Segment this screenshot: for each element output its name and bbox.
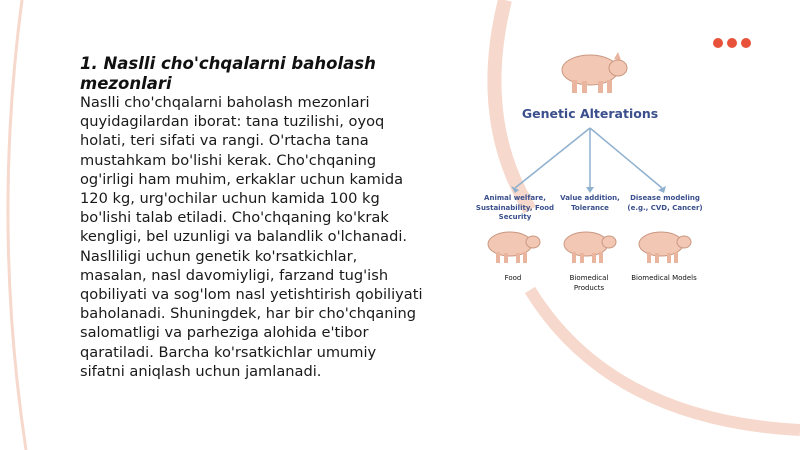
dot-3 xyxy=(741,38,751,48)
outcome-label-models: Biomedical Models xyxy=(631,274,697,282)
figure-title: Genetic Alterations xyxy=(521,106,659,121)
branch-label-value-addition: Value addition, Tolerance xyxy=(560,194,620,212)
outcome-label-food: Food xyxy=(504,274,522,282)
dot-2 xyxy=(727,38,737,48)
slide-body-text: Naslli cho'chqalarni baholash mezonlari quyidagilardan iborat: tana tuzilishi, oyoq holati, teri sifati va rangi. O'rtacha tana mustahkam bo'lishi kerak. Cho'chqaning og'irligi ham muhim, erkaklar uchun kamida 120 kg, urg'ochilar uchun kamida 100 kg bo'lishi talab etiladi. Cho'chqaning ko'krak kengligi, bel uzunligi va balandlik o'lchanadi. Naslliligi uchun genetik ko'rsatkichlar, masalan, nasl davomiyligi, farzand tug'ish qobiliyati va sog'lom nasl yetishtirish qobiliyati baholanadi. Shuningdek, har bir cho'chqaning salomatligi va parheziga alohida e'tibor qaratiladi. Barcha ko'rsatkichlar umumiy sifatni aniqlash uchun jamlanadi. xyxy=(80,94,423,380)
dot-1 xyxy=(713,38,723,48)
pig-icon-models xyxy=(633,226,695,266)
decor-arc-bottom xyxy=(530,290,800,430)
branch-label-disease-modeling: Disease modeling (e.g., CVD, Cancer) xyxy=(627,194,703,212)
slide-title: 1. Naslli cho'chqalarni baholash mezonlari xyxy=(80,54,376,93)
menu-dots xyxy=(713,38,751,48)
branch-arrows xyxy=(470,126,710,194)
pig-icon-products xyxy=(558,226,620,266)
branch-label-food-security: Animal welfare, Sustainability, Food Security xyxy=(475,194,555,221)
decor-arc-left xyxy=(8,0,26,450)
pig-icon-food xyxy=(482,226,544,266)
outcome-label-products: Biomedical Products xyxy=(569,274,609,292)
genetic-alterations-figure xyxy=(470,40,710,298)
pig-icon-top xyxy=(552,48,632,96)
